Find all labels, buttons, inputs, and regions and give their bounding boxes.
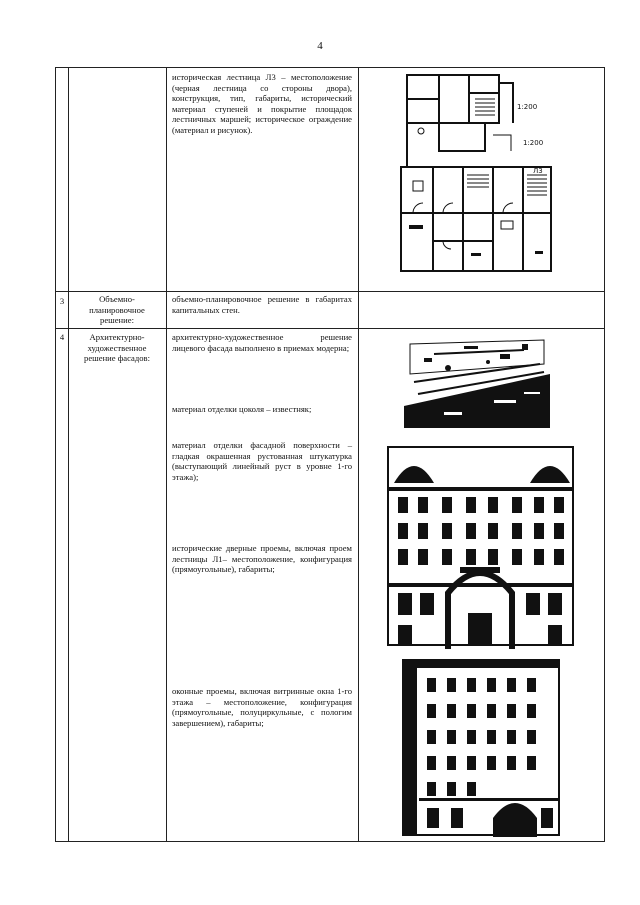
row1-text: историческая лестница Л3 – местоположение (черная лестница со стороны двора), конструкция, тип, габариты, исторический материал ступеней и покрытие площадок лестничных маршей; историческое ограждение (материал и рисунок). (172, 72, 352, 135)
plan-scale-top: 1:200 (517, 103, 538, 111)
row4-name: Архитектурно-художественное решение фасадов: (84, 332, 150, 364)
row4-paragraph-4: исторические дверные проемы, включая проем лестницы Л1– местоположение, конфигурация (прямоугольные), габариты; (172, 543, 352, 575)
row4-number: 4 (59, 332, 65, 342)
floor-plan-image (393, 71, 558, 279)
row4-paragraph-5: оконные проемы, включая витринные окна 1-го этажа – местоположение, конфигурация (прямоугольные, полуциркульные, с пологим завершением), габариты; (172, 686, 352, 728)
facade-photo-1 (384, 443, 577, 649)
plan-label-l3: Л3 (533, 167, 543, 175)
page-number: 4 (317, 40, 323, 52)
plinth-photo (404, 334, 550, 428)
row3-name: Объемно-планировочное решение: (89, 294, 145, 326)
row4-paragraph-2: материал отделки цоколя – известняк; (172, 404, 312, 414)
facade-photo-2 (401, 658, 561, 837)
row3-text: объемно-планировочное решение в габаритах капитальных стен. (172, 294, 352, 315)
row4-paragraph-1: архитектурно-художественное решение лицевого фасада выполнено в приемах модерна; (172, 332, 352, 353)
row3-number: 3 (59, 296, 65, 306)
plan-scale-right: 1:200 (523, 139, 544, 147)
row4-paragraph-3: материал отделки фасадной поверхности – гладкая окрашенная рустованная штукатурка (выступающий линейный руст в уровне 1-го этажа); (172, 440, 352, 482)
